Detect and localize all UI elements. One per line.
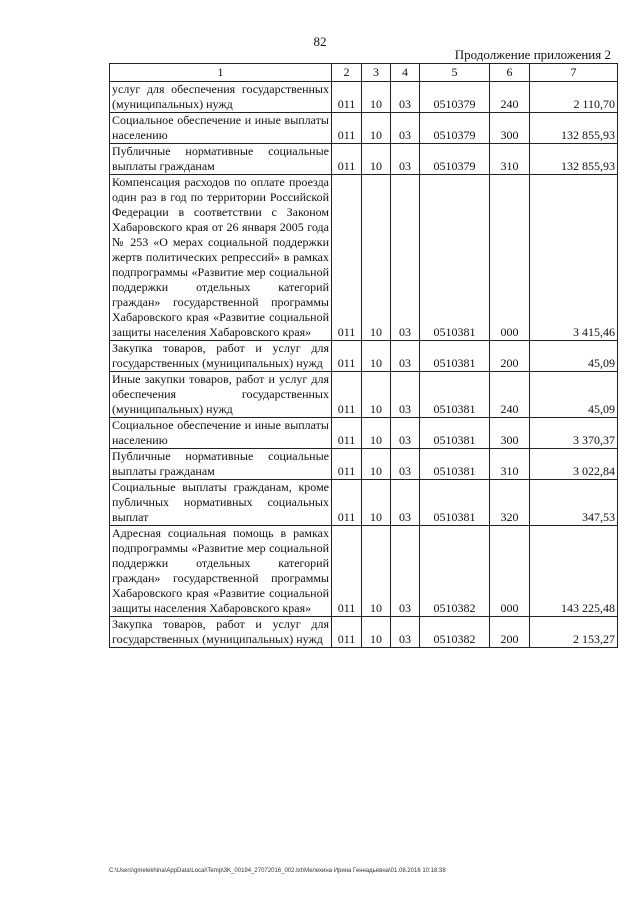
row-target-code: 0510379 (420, 113, 490, 144)
row-expense-type-code: 310 (490, 144, 530, 175)
table-row (110, 175, 618, 341)
row-subsection-code: 03 (391, 617, 420, 648)
row-ministry-code: 011 (332, 418, 362, 449)
row-target-code: 0510381 (420, 480, 490, 526)
row-expense-type-code: 300 (490, 418, 530, 449)
continuation-label: Продолжение приложения 2 (454, 47, 611, 62)
row-target-code: 0510381 (420, 449, 490, 480)
footer-file-path: C:\Users\gmelekhina\AppData\Local\Temp\3K_00194_27072016_002.txt\Мелехина Ирина Геннадьевна\01.08.2016 10:18:38 (109, 868, 446, 874)
row-section-code: 10 (362, 617, 391, 648)
table-row (110, 449, 618, 480)
row-expense-type-code: 300 (490, 113, 530, 144)
row-expense-type-code: 000 (490, 175, 530, 341)
row-ministry-code: 011 (332, 82, 362, 113)
row-section-code: 10 (362, 418, 391, 449)
row-target-code: 0510381 (420, 418, 490, 449)
row-amount: 2 110,70 (530, 82, 618, 113)
row-target-code: 0510381 (420, 372, 490, 418)
row-subsection-code: 03 (391, 372, 420, 418)
row-target-code: 0510379 (420, 144, 490, 175)
row-expense-type-code: 320 (490, 480, 530, 526)
row-ministry-code: 011 (332, 480, 362, 526)
table-row (110, 617, 618, 648)
row-subsection-code: 03 (391, 526, 420, 617)
row-amount: 3 370,37 (530, 418, 618, 449)
table-row (110, 113, 618, 144)
page-number: 82 (313, 34, 327, 49)
row-amount: 45,09 (530, 341, 618, 372)
row-section-code: 10 (362, 449, 391, 480)
row-description: Социальное обеспечение и иные выплаты населению (110, 113, 332, 144)
row-description: Адресная социальная помощь в рамках подпрограммы «Развитие мер социальной поддержки отдельных категорий граждан» государственной программы Хабаровского края «Развитие социальной защиты населения Хабаровского края» (110, 526, 332, 617)
table-row (110, 418, 618, 449)
row-ministry-code: 011 (332, 113, 362, 144)
header-row (110, 64, 618, 82)
row-subsection-code: 03 (391, 144, 420, 175)
table-row (110, 372, 618, 418)
row-ministry-code: 011 (332, 144, 362, 175)
row-section-code: 10 (362, 175, 391, 341)
column-header: 7 (530, 64, 618, 82)
row-subsection-code: 03 (391, 175, 420, 341)
row-subsection-code: 03 (391, 82, 420, 113)
row-subsection-code: 03 (391, 480, 420, 526)
row-amount: 347,53 (530, 480, 618, 526)
row-amount: 3 022,84 (530, 449, 618, 480)
row-target-code: 0510381 (420, 175, 490, 341)
row-expense-type-code: 310 (490, 449, 530, 480)
row-section-code: 10 (362, 113, 391, 144)
row-target-code: 0510381 (420, 341, 490, 372)
row-expense-type-code: 240 (490, 82, 530, 113)
row-expense-type-code: 200 (490, 617, 530, 648)
row-amount: 132 855,93 (530, 113, 618, 144)
row-target-code: 0510382 (420, 617, 490, 648)
column-header: 4 (391, 64, 420, 82)
table-row (110, 526, 618, 617)
row-section-code: 10 (362, 480, 391, 526)
row-description: Закупка товаров, работ и услуг для государственных (муниципальных) нужд (110, 341, 332, 372)
row-section-code: 10 (362, 144, 391, 175)
column-header: 6 (490, 64, 530, 82)
row-amount: 2 153,27 (530, 617, 618, 648)
row-section-code: 10 (362, 372, 391, 418)
row-description: услуг для обеспечения государственных (муниципальных) нужд (110, 82, 332, 113)
row-ministry-code: 011 (332, 449, 362, 480)
column-header: 5 (420, 64, 490, 82)
row-ministry-code: 011 (332, 372, 362, 418)
table-row (110, 144, 618, 175)
row-expense-type-code: 200 (490, 341, 530, 372)
row-section-code: 10 (362, 82, 391, 113)
row-expense-type-code: 240 (490, 372, 530, 418)
row-amount: 45,09 (530, 372, 618, 418)
row-description: Социальное обеспечение и иные выплаты населению (110, 418, 332, 449)
column-header: 3 (362, 64, 391, 82)
table-row (110, 82, 618, 113)
column-header: 2 (332, 64, 362, 82)
row-subsection-code: 03 (391, 341, 420, 372)
row-amount: 3 415,46 (530, 175, 618, 341)
row-description: Социальные выплаты гражданам, кроме публичных нормативных социальных выплат (110, 480, 332, 526)
row-description: Компенсация расходов по оплате проезда один раз в год по территории Российской Федерации в соответствии с Законом Хабаровского края от 26 января 2005 года № 253 «О мерах социальной поддержки жертв политических репрессий» в рамках подпрограммы «Развитие мер социальной поддержки отдельных категорий граждан» государственной программы Хабаровского края «Развитие социальной защиты населения Хабаровского края» (110, 175, 332, 341)
row-description: Публичные нормативные социальные выплаты гражданам (110, 144, 332, 175)
row-description: Публичные нормативные социальные выплаты гражданам (110, 449, 332, 480)
row-target-code: 0510382 (420, 526, 490, 617)
row-subsection-code: 03 (391, 418, 420, 449)
table-row (110, 480, 618, 526)
row-ministry-code: 011 (332, 175, 362, 341)
row-section-code: 10 (362, 341, 391, 372)
column-header: 1 (110, 64, 332, 82)
row-description: Иные закупки товаров, работ и услуг для обеспечения государственных (муниципальных) нужд (110, 372, 332, 418)
row-ministry-code: 011 (332, 341, 362, 372)
row-subsection-code: 03 (391, 113, 420, 144)
row-amount: 132 855,93 (530, 144, 618, 175)
row-expense-type-code: 000 (490, 526, 530, 617)
row-target-code: 0510379 (420, 82, 490, 113)
row-amount: 143 225,48 (530, 526, 618, 617)
row-subsection-code: 03 (391, 449, 420, 480)
row-ministry-code: 011 (332, 617, 362, 648)
row-section-code: 10 (362, 526, 391, 617)
row-description: Закупка товаров, работ и услуг для государственных (муниципальных) нужд (110, 617, 332, 648)
table-row (110, 341, 618, 372)
budget-table (109, 63, 618, 648)
row-ministry-code: 011 (332, 526, 362, 617)
